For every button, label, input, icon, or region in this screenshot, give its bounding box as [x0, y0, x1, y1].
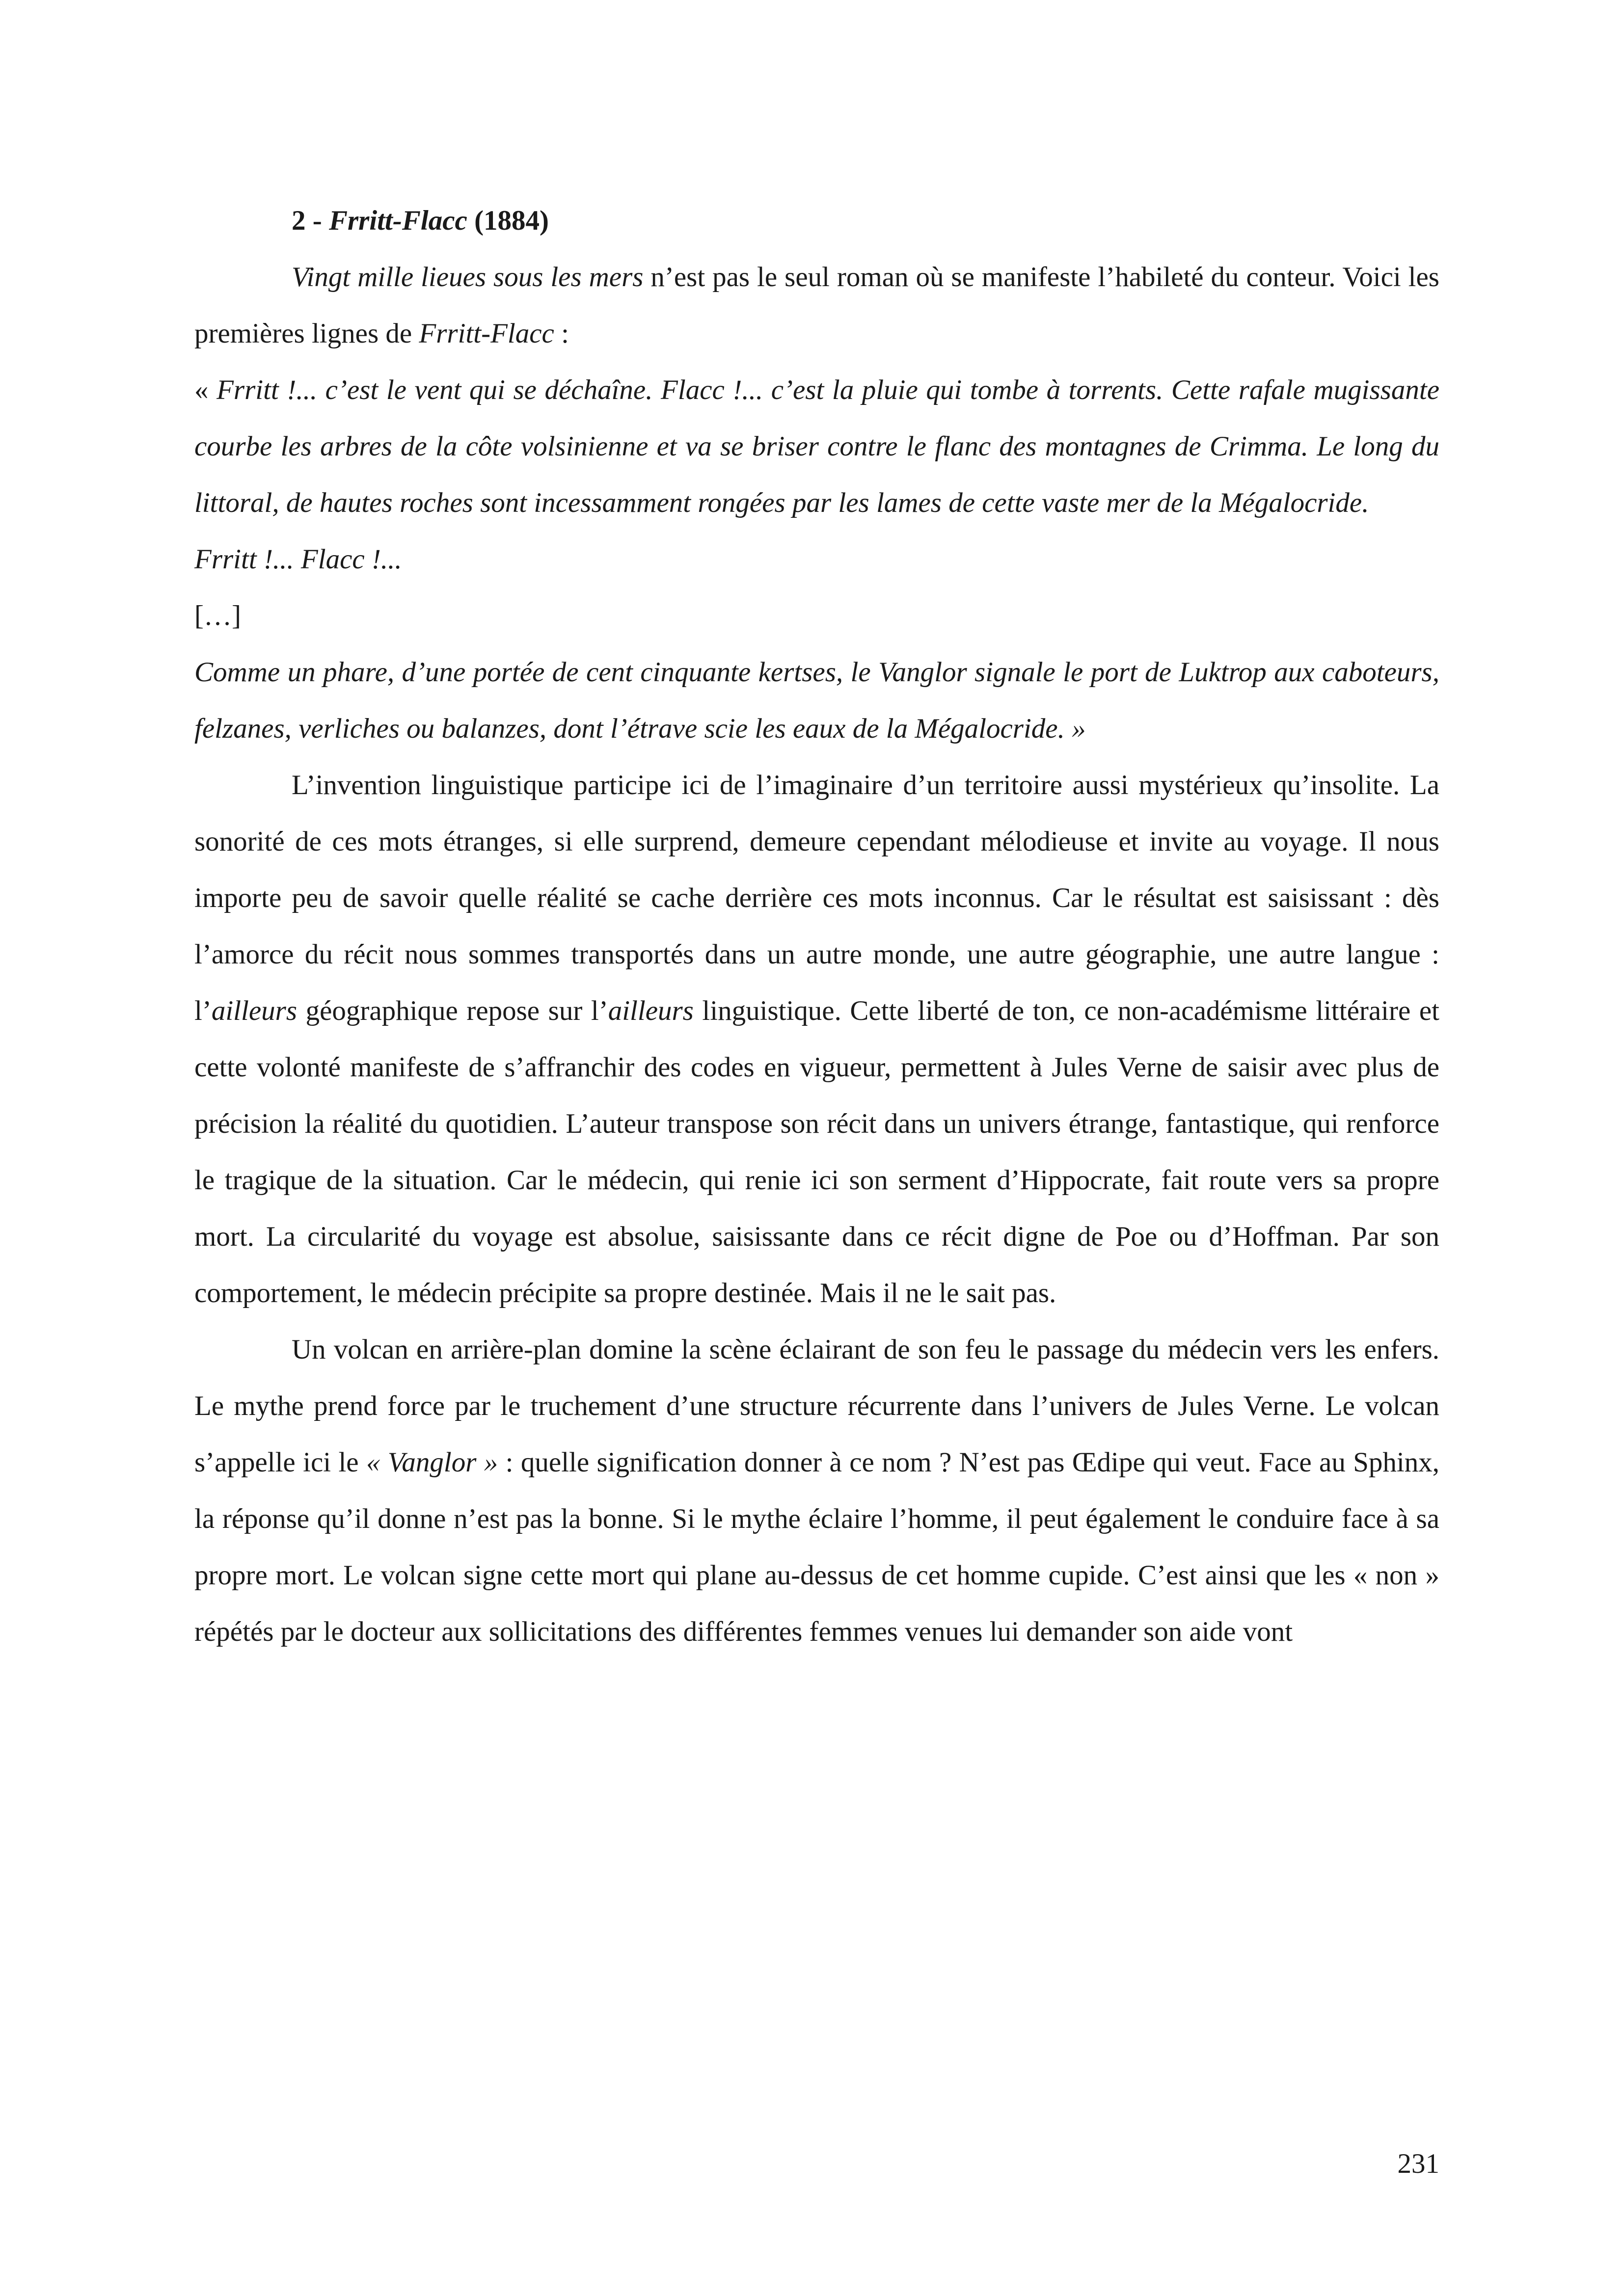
section-number: 2 -: [292, 205, 329, 236]
open-quote-mark: «: [194, 374, 217, 405]
section-year: (1884): [467, 205, 549, 236]
quotation-line-2: Frritt !... Flacc !...: [194, 544, 402, 575]
quotation-ellipsis: […]: [194, 600, 241, 631]
novel-title: Vingt mille lieues sous les mers: [292, 262, 644, 293]
quotation-line-1: « Frritt !... c’est le vent qui se déchaîne. Flacc !... c’est la pluie qui tombe à torrents. Cette rafale mugissante courbe les arbres de la côte volsinienne et va se briser contre le flanc des montagnes de Crimma. Le long du littoral, de hautes roches sont incessamment rongées par les lames de cette vaste mer de la Mégalocride.: [194, 374, 1439, 518]
paragraph-3: Un volcan en arrière-plan domine la scène éclairant de son feu le passage du médecin vers les enfers. Le mythe prend force par le truchement d’une structure récurrente dans l’univers de Jules Verne. Le volcan s’appelle ici le « Vanglor » : quelle signification donner à ce nom ? N’est pas Œdipe qui veut. Face au Sphinx, la réponse qu’il donne n’est pas la bonne. Si le mythe éclaire l’homme, il peut également le conduire face à sa propre mort. Le volcan signe cette mort qui plane au-dessus de cet homme cupide. C’est ainsi que les « non » répétés par le docteur aux sollicitations des différentes femmes venues lui demander son aide vont: [194, 1334, 1439, 1647]
quotation-line-3: Comme un phare, d’une portée de cent cinquante kertses, le Vanglor signale le port de Luktrop aux caboteurs, felzanes, verliches ou balanzes, dont l’étrave scie les eaux de la Mégalocride. »: [194, 657, 1439, 744]
intro-paragraph: Vingt mille lieues sous les mers n’est pas le seul roman où se manifeste l’habileté du conteur. Voici les premières lignes de Frritt-Flacc :: [194, 262, 1439, 349]
work-title: Frritt-Flacc: [419, 318, 554, 349]
body-text: [194, 192, 1439, 1660]
section-heading: [194, 192, 1439, 249]
page-number: 231: [1397, 2148, 1439, 2179]
section-title: Frritt-Flacc: [328, 205, 467, 236]
paragraph-2: L’invention linguistique participe ici de l’imaginaire d’un territoire aussi mystérieux qu’insolite. La sonorité de ces mots étranges, si elle surprend, demeure cependant mélodieuse et invite au voyage. Il nous importe peu de savoir quelle réalité se cache derrière ces mots inconnus. Car le résultat est saisissant : dès l’amorce du récit nous sommes transportés dans un autre monde, une autre géographie, une autre langue : l’ailleurs géographique repose sur l’ailleurs linguistique. Cette liberté de ton, ce non-académisme littéraire et cette volonté manifeste de s’affranchir des codes en vigueur, permettent à Jules Verne de saisir avec plus de précision la réalité du quotidien. L’auteur transpose son récit dans un univers étrange, fantastique, qui renforce le tragique de la situation. Car le médecin, qui renie ici son serment d’Hippocrate, fait route vers sa propre mort. La circularité du voyage est absolue, saisissante dans ce récit digne de Poe ou d’Hoffman. Par son comportement, le médecin précipite sa propre destinée. Mais il ne le sait pas.: [194, 770, 1439, 1308]
